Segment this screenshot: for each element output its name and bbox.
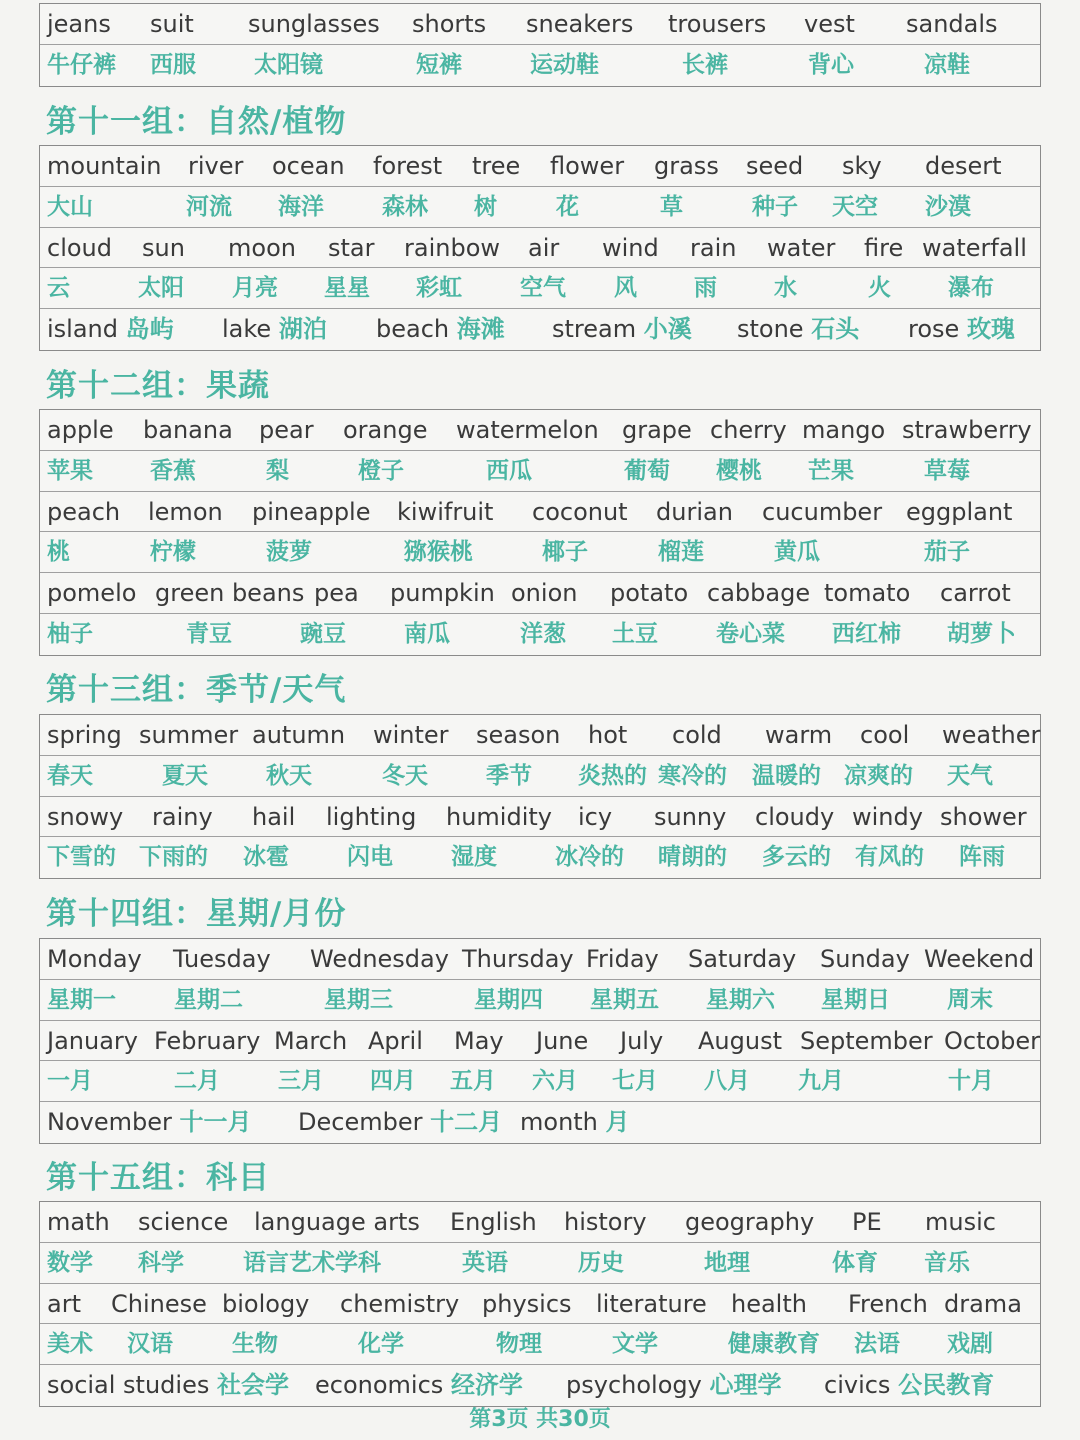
word-cn: 桃 xyxy=(47,539,70,566)
word-en: Weekend xyxy=(924,945,1035,973)
word-en: star xyxy=(328,233,375,262)
word-en: onion xyxy=(511,579,578,608)
word-cn: 南瓜 xyxy=(404,620,450,647)
word-en: April xyxy=(368,1026,423,1055)
word-cn: 草莓 xyxy=(924,457,970,484)
word-en: shorts xyxy=(412,10,487,38)
word-cn: 八月 xyxy=(704,1068,750,1095)
word-en: peach xyxy=(47,497,121,526)
vocab-table-nature xyxy=(39,145,1041,351)
word-cn: 有风的 xyxy=(855,844,924,871)
word-en: sun xyxy=(142,233,185,262)
word-en: pineapple xyxy=(252,497,371,526)
word-en: strawberry xyxy=(902,416,1032,444)
word-en: Friday xyxy=(586,945,659,973)
word-pair: month 月 xyxy=(520,1108,630,1137)
word-cn: 草 xyxy=(660,193,683,220)
word-en: mountain xyxy=(47,152,162,180)
word-cn: 炎热的 xyxy=(578,762,647,789)
group-heading: 第十三组：季节/天气 xyxy=(46,672,347,708)
word-cn: 香蕉 xyxy=(150,457,196,484)
word-cn: 星期二 xyxy=(174,986,243,1013)
word-cn: 物理 xyxy=(496,1331,542,1358)
word-en: windy xyxy=(852,802,923,831)
word-cn: 太阳 xyxy=(138,275,184,302)
word-cn: 太阳镜 xyxy=(254,51,323,78)
word-en: coconut xyxy=(532,497,628,526)
word-pair: beach 海滩 xyxy=(376,315,505,344)
word-cn: 星期五 xyxy=(590,986,659,1013)
row-mixed xyxy=(40,1102,1040,1143)
word-en: carrot xyxy=(940,579,1011,608)
word-en: cool xyxy=(860,721,910,749)
word-cn: 九月 xyxy=(798,1068,844,1095)
word-en: October xyxy=(944,1026,1041,1055)
row-chinese xyxy=(40,45,1040,86)
word-en: suit xyxy=(150,10,194,38)
row-english xyxy=(40,4,1040,45)
word-pair: stone 石头 xyxy=(737,315,860,344)
word-en: snowy xyxy=(47,802,124,831)
word-cn: 彩虹 xyxy=(416,275,462,302)
word-cn: 化学 xyxy=(358,1331,404,1358)
word-cn: 十月 xyxy=(948,1068,994,1095)
row-english xyxy=(40,797,1040,838)
word-cn: 土豆 xyxy=(612,620,658,647)
word-cn: 温暖的 xyxy=(752,762,821,789)
row-english xyxy=(40,939,1040,980)
word-en: drama xyxy=(944,1289,1022,1318)
word-en: spring xyxy=(47,721,122,749)
word-pair: rose 玫瑰 xyxy=(908,315,1015,344)
word-en: flower xyxy=(550,152,625,180)
word-cn: 梨 xyxy=(266,457,289,484)
word-pair: December 十二月 xyxy=(298,1108,503,1137)
word-cn: 长裤 xyxy=(682,51,728,78)
word-en: sunny xyxy=(654,802,727,831)
word-en: mango xyxy=(802,416,886,444)
word-cn: 大山 xyxy=(47,193,93,220)
word-cn: 天空 xyxy=(832,193,878,220)
word-cn: 种子 xyxy=(752,193,798,220)
word-cn: 风 xyxy=(614,275,637,302)
word-cn: 河流 xyxy=(186,193,232,220)
word-cn: 葡萄 xyxy=(624,457,670,484)
word-cn: 星期四 xyxy=(474,986,543,1013)
group-heading: 第十四组：星期/月份 xyxy=(46,896,347,932)
word-pair: social studies 社会学 xyxy=(47,1371,289,1400)
word-cn: 周末 xyxy=(947,986,993,1013)
word-en: orange xyxy=(343,416,428,444)
word-pair: lake 湖泊 xyxy=(222,315,327,344)
word-cn: 下雪的 xyxy=(47,844,116,871)
word-cn: 凉爽的 xyxy=(844,762,913,789)
word-en: season xyxy=(476,721,561,749)
word-en: sandals xyxy=(906,10,998,38)
word-en: ocean xyxy=(272,152,345,180)
word-cn: 语言艺术学科 xyxy=(243,1249,381,1276)
word-en: rainbow xyxy=(404,233,500,262)
vocab-table-weather xyxy=(39,714,1041,879)
word-en: cabbage xyxy=(707,579,811,608)
word-cn: 汉语 xyxy=(127,1331,173,1358)
word-cn: 星期三 xyxy=(324,986,393,1013)
word-en: fire xyxy=(864,233,904,262)
row-chinese xyxy=(40,980,1040,1021)
row-chinese xyxy=(40,1061,1040,1102)
word-en: cold xyxy=(672,721,722,749)
word-en: water xyxy=(767,233,836,262)
word-cn: 健康教育 xyxy=(728,1331,820,1358)
word-cn: 森林 xyxy=(382,193,428,220)
word-cn: 冰雹 xyxy=(243,844,289,871)
word-en: pomelo xyxy=(47,579,137,608)
word-cn: 科学 xyxy=(138,1249,184,1276)
word-en: hot xyxy=(588,721,628,749)
word-cn: 水 xyxy=(774,275,797,302)
word-en: literature xyxy=(596,1289,707,1318)
word-en: river xyxy=(188,152,244,180)
page-number: 第3页 共30页 xyxy=(469,1407,611,1432)
word-en: May xyxy=(454,1026,504,1055)
word-cn: 西瓜 xyxy=(486,457,532,484)
word-pair: island 岛屿 xyxy=(47,315,174,344)
row-english xyxy=(40,573,1040,614)
word-en: lighting xyxy=(326,802,417,831)
word-pair: stream 小溪 xyxy=(552,315,692,344)
word-cn: 四月 xyxy=(370,1068,416,1095)
word-cn: 云 xyxy=(47,275,70,302)
word-cn: 月亮 xyxy=(232,275,278,302)
word-en: biology xyxy=(222,1289,310,1318)
word-en: June xyxy=(536,1026,589,1055)
word-cn: 下雨的 xyxy=(139,844,208,871)
word-en: kiwifruit xyxy=(397,497,494,526)
word-cn: 寒冷的 xyxy=(658,762,727,789)
word-cn: 二月 xyxy=(174,1068,220,1095)
word-en: durian xyxy=(656,497,733,526)
row-mixed xyxy=(40,309,1040,350)
word-en: Sunday xyxy=(820,945,910,973)
word-cn: 火 xyxy=(868,275,891,302)
word-en: pea xyxy=(314,579,359,608)
row-chinese xyxy=(40,1324,1040,1365)
word-en: autumn xyxy=(252,721,346,749)
word-cn: 历史 xyxy=(578,1249,624,1276)
vocab-table-calendar xyxy=(39,938,1041,1144)
word-en: icy xyxy=(578,802,613,831)
word-en: pear xyxy=(259,416,314,444)
word-en: March xyxy=(274,1026,348,1055)
word-cn: 樱桃 xyxy=(716,457,762,484)
word-en: tomato xyxy=(824,579,911,608)
word-en: art xyxy=(47,1289,81,1318)
word-cn: 星期一 xyxy=(47,986,116,1013)
word-pair: November 十一月 xyxy=(47,1108,252,1137)
word-en: seed xyxy=(746,152,804,180)
word-en: science xyxy=(138,1208,229,1236)
word-cn: 运动鞋 xyxy=(530,51,599,78)
word-en: apple xyxy=(47,416,114,444)
word-cn: 胡萝卜 xyxy=(947,620,1016,647)
word-cn: 芒果 xyxy=(808,457,854,484)
word-cn: 七月 xyxy=(612,1068,658,1095)
word-cn: 沙漠 xyxy=(925,193,971,220)
word-en: Tuesday xyxy=(173,945,271,973)
row-english xyxy=(40,228,1040,269)
word-en: Wednesday xyxy=(310,945,449,973)
row-chinese xyxy=(40,532,1040,573)
word-en: grass xyxy=(654,152,719,180)
word-cn: 橙子 xyxy=(358,457,404,484)
word-cn: 生物 xyxy=(232,1331,278,1358)
word-cn: 菠萝 xyxy=(266,539,312,566)
word-cn: 柠檬 xyxy=(150,539,196,566)
word-en: cloud xyxy=(47,233,112,262)
word-en: July xyxy=(620,1026,664,1055)
word-en: September xyxy=(800,1026,933,1055)
word-en: grape xyxy=(622,416,692,444)
vocab-table-fruit-veg xyxy=(39,409,1041,656)
word-en: health xyxy=(731,1289,807,1318)
word-cn: 一月 xyxy=(47,1068,93,1095)
word-cn: 三月 xyxy=(278,1068,324,1095)
word-en: January xyxy=(47,1026,138,1055)
word-en: banana xyxy=(143,416,233,444)
word-en: cherry xyxy=(710,416,787,444)
word-en: cucumber xyxy=(762,497,883,526)
word-en: humidity xyxy=(446,802,552,831)
word-en: hail xyxy=(252,802,296,831)
word-en: cloudy xyxy=(755,802,835,831)
word-cn: 星期日 xyxy=(821,986,890,1013)
word-cn: 苹果 xyxy=(47,457,93,484)
word-cn: 湿度 xyxy=(451,844,497,871)
word-cn: 阵雨 xyxy=(959,844,1005,871)
row-english xyxy=(40,1202,1040,1243)
word-en: chemistry xyxy=(340,1289,460,1318)
word-en: watermelon xyxy=(456,416,599,444)
word-cn: 文学 xyxy=(612,1331,658,1358)
word-cn: 地理 xyxy=(704,1249,750,1276)
word-cn: 夏天 xyxy=(162,762,208,789)
word-en: Thursday xyxy=(462,945,574,973)
word-en: English xyxy=(450,1208,537,1236)
word-cn: 晴朗的 xyxy=(658,844,727,871)
word-cn: 短裤 xyxy=(416,51,462,78)
word-en: warm xyxy=(765,721,833,749)
word-cn: 闪电 xyxy=(347,844,393,871)
word-cn: 牛仔裤 xyxy=(47,51,116,78)
word-cn: 豌豆 xyxy=(300,620,346,647)
row-chinese xyxy=(40,451,1040,492)
word-en: Chinese xyxy=(111,1289,207,1318)
word-cn: 西服 xyxy=(150,51,196,78)
word-en: music xyxy=(925,1208,996,1236)
row-chinese xyxy=(40,268,1040,309)
word-cn: 树 xyxy=(474,193,497,220)
row-english xyxy=(40,1021,1040,1062)
word-en: winter xyxy=(373,721,449,749)
word-cn: 冰冷的 xyxy=(555,844,624,871)
word-cn: 秋天 xyxy=(266,762,312,789)
word-en: sky xyxy=(842,152,882,180)
word-en: Monday xyxy=(47,945,142,973)
word-en: wind xyxy=(602,233,659,262)
word-en: shower xyxy=(940,802,1027,831)
word-en: February xyxy=(154,1026,261,1055)
word-cn: 美术 xyxy=(47,1331,93,1358)
row-english xyxy=(40,1284,1040,1325)
word-en: rainy xyxy=(152,802,213,831)
row-chinese xyxy=(40,187,1040,228)
group-heading: 第十二组：果蔬 xyxy=(46,368,270,404)
word-en: jeans xyxy=(47,10,111,38)
word-cn: 五月 xyxy=(450,1068,496,1095)
word-cn: 天气 xyxy=(947,762,993,789)
word-en: physics xyxy=(482,1289,572,1318)
word-en: geography xyxy=(685,1208,815,1236)
vocab-table-subjects xyxy=(39,1201,1041,1407)
word-en: air xyxy=(528,233,560,262)
word-en: tree xyxy=(472,152,521,180)
word-cn: 数学 xyxy=(47,1249,93,1276)
group-heading: 第十一组：自然/植物 xyxy=(46,104,347,140)
word-cn: 季节 xyxy=(486,762,532,789)
word-pair: civics 公民教育 xyxy=(824,1371,995,1400)
word-en: eggplant xyxy=(906,497,1013,526)
row-english xyxy=(40,492,1040,533)
row-english xyxy=(40,410,1040,451)
word-en: moon xyxy=(228,233,296,262)
word-cn: 星期六 xyxy=(706,986,775,1013)
word-cn: 六月 xyxy=(532,1068,578,1095)
group-heading: 第十五组：科目 xyxy=(46,1160,270,1196)
word-cn: 茄子 xyxy=(924,539,970,566)
word-en: vest xyxy=(804,10,855,38)
word-en: PE xyxy=(852,1208,882,1236)
vocab-table-clothing xyxy=(39,3,1041,87)
word-en: language arts xyxy=(254,1208,420,1236)
row-english xyxy=(40,715,1040,756)
word-en: Saturday xyxy=(688,945,797,973)
word-en: weather xyxy=(942,721,1041,749)
word-cn: 背心 xyxy=(808,51,854,78)
row-english xyxy=(40,146,1040,187)
word-cn: 星星 xyxy=(324,275,370,302)
word-cn: 卷心菜 xyxy=(716,620,785,647)
word-en: potato xyxy=(610,579,689,608)
word-cn: 音乐 xyxy=(924,1249,970,1276)
word-cn: 法语 xyxy=(854,1331,900,1358)
word-en: sneakers xyxy=(526,10,634,38)
word-cn: 青豆 xyxy=(186,620,232,647)
word-pair: economics 经济学 xyxy=(315,1371,523,1400)
word-cn: 椰子 xyxy=(542,539,588,566)
word-en: forest xyxy=(373,152,443,180)
word-en: trousers xyxy=(668,10,767,38)
word-en: rain xyxy=(690,233,737,262)
word-cn: 英语 xyxy=(462,1249,508,1276)
word-cn: 黄瓜 xyxy=(774,539,820,566)
word-cn: 榴莲 xyxy=(658,539,704,566)
word-cn: 春天 xyxy=(47,762,93,789)
word-en: summer xyxy=(139,721,239,749)
word-cn: 空气 xyxy=(520,275,566,302)
word-cn: 多云的 xyxy=(762,844,831,871)
word-en: math xyxy=(47,1208,110,1236)
word-en: desert xyxy=(925,152,1002,180)
word-cn: 冬天 xyxy=(382,762,428,789)
word-cn: 西红柿 xyxy=(832,620,901,647)
word-pair: psychology 心理学 xyxy=(566,1371,782,1400)
word-en: lemon xyxy=(148,497,223,526)
word-en: August xyxy=(698,1026,782,1055)
word-en: green beans xyxy=(155,579,305,608)
row-mixed xyxy=(40,1365,1040,1406)
row-chinese xyxy=(40,614,1040,655)
row-chinese xyxy=(40,837,1040,878)
word-en: sunglasses xyxy=(248,10,380,38)
row-chinese xyxy=(40,756,1040,797)
word-cn: 猕猴桃 xyxy=(404,539,473,566)
word-en: waterfall xyxy=(922,233,1027,262)
word-cn: 花 xyxy=(556,193,579,220)
word-en: history xyxy=(564,1208,647,1236)
word-cn: 瀑布 xyxy=(948,275,994,302)
word-cn: 雨 xyxy=(694,275,717,302)
word-cn: 海洋 xyxy=(278,193,324,220)
word-cn: 凉鞋 xyxy=(924,51,970,78)
word-en: French xyxy=(848,1289,928,1318)
row-chinese xyxy=(40,1243,1040,1284)
word-cn: 洋葱 xyxy=(520,620,566,647)
word-cn: 体育 xyxy=(832,1249,878,1276)
word-cn: 柚子 xyxy=(47,620,93,647)
word-cn: 戏剧 xyxy=(947,1331,993,1358)
word-en: pumpkin xyxy=(390,579,495,608)
